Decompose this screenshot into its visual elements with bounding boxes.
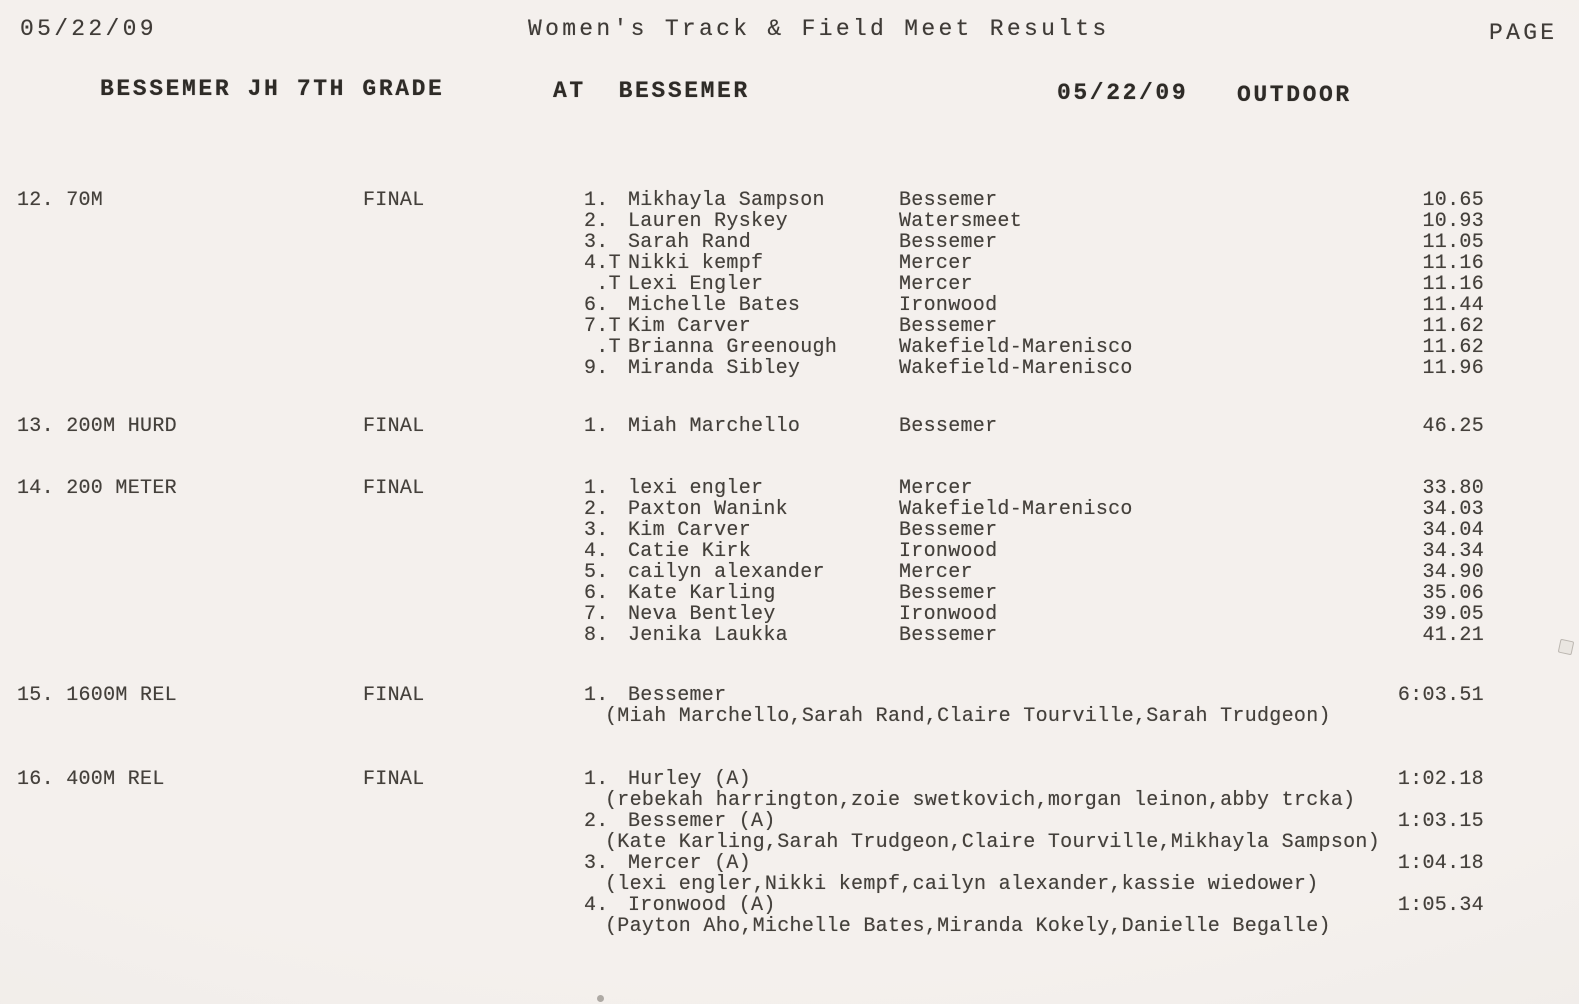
time-mark: 11.62 [1422, 315, 1484, 338]
event-status: FINAL [363, 684, 425, 707]
result-row [0, 540, 1579, 561]
time-mark: 11.16 [1422, 252, 1484, 275]
team-name: Mercer [899, 477, 973, 500]
time-mark: 1:04.18 [1397, 852, 1484, 875]
time-mark: 41.21 [1422, 624, 1484, 647]
time-mark: 10.93 [1422, 210, 1484, 233]
place: 4.T [584, 252, 621, 275]
team-name: Watersmeet [899, 210, 1023, 233]
relay-roster: (Payton Aho,Michelle Bates,Miranda Kokely,Danielle Begalle) [605, 915, 1331, 938]
page-title: Women's Track & Field Meet Results [528, 16, 1110, 42]
event-status: FINAL [363, 189, 425, 212]
team-name: Mercer [899, 273, 973, 296]
scan-artifact-mark [1558, 639, 1575, 656]
roster-row [0, 789, 1579, 810]
result-row [0, 498, 1579, 519]
athlete-name: Lauren Ryskey [628, 210, 788, 233]
relay-roster: (Kate Karling,Sarah Trudgeon,Claire Tourville,Mikhayla Sampson) [605, 831, 1381, 854]
result-row [0, 210, 1579, 231]
place: 5. [584, 561, 609, 584]
time-mark: 1:05.34 [1397, 894, 1484, 917]
meet-season: OUTDOOR [1237, 82, 1352, 108]
result-row [0, 252, 1579, 273]
place: 1. [584, 768, 609, 791]
athlete-name: Neva Bentley [628, 603, 776, 626]
relay-roster: (Miah Marchello,Sarah Rand,Claire Tourville,Sarah Trudgeon) [605, 705, 1331, 728]
athlete-name: Michelle Bates [628, 294, 801, 317]
event-200-meter [0, 477, 1579, 645]
place: 4. [584, 540, 609, 563]
place: 1. [584, 415, 609, 438]
relay-team: Bessemer (A) [628, 810, 776, 833]
time-mark: 11.62 [1422, 336, 1484, 359]
team-name: Wakefield-Marenisco [899, 357, 1133, 380]
event-label: 13. 200M HURD [17, 415, 177, 438]
place: 2. [584, 210, 609, 233]
roster-row [0, 873, 1579, 894]
team-name: Ironwood [899, 603, 998, 626]
team-name: Wakefield-Marenisco [899, 498, 1133, 521]
athlete-name: Jenika Laukka [628, 624, 788, 647]
scan-artifact-dot [597, 995, 604, 1002]
meet-location: AT BESSEMER [553, 78, 750, 104]
event-status: FINAL [363, 768, 425, 791]
team-name: Bessemer [899, 519, 998, 542]
team-name: Mercer [899, 561, 973, 584]
athlete-name: cailyn alexander [628, 561, 825, 584]
time-mark: 34.34 [1422, 540, 1484, 563]
result-row [0, 684, 1579, 705]
event-70m [0, 189, 1579, 378]
time-mark: 33.80 [1422, 477, 1484, 500]
time-mark: 10.65 [1422, 189, 1484, 212]
time-mark: 1:02.18 [1397, 768, 1484, 791]
place: 8. [584, 624, 609, 647]
event-200m-hurdles [0, 415, 1579, 436]
team-name: Bessemer [899, 315, 998, 338]
page-label: PAGE [1489, 20, 1558, 46]
time-mark: 35.06 [1422, 582, 1484, 605]
place: .T [584, 273, 621, 296]
place: 3. [584, 231, 609, 254]
event-1600m-relay [0, 684, 1579, 726]
athlete-name: Miranda Sibley [628, 357, 801, 380]
team-name: Bessemer [899, 189, 998, 212]
result-row [0, 273, 1579, 294]
place: 9. [584, 357, 609, 380]
roster-row [0, 831, 1579, 852]
place: 2. [584, 810, 609, 833]
result-row [0, 231, 1579, 252]
result-row [0, 336, 1579, 357]
event-status: FINAL [363, 415, 425, 438]
athlete-name: Sarah Rand [628, 231, 752, 254]
place: 3. [584, 852, 609, 875]
report-date: 05/22/09 [20, 16, 157, 42]
relay-roster: (lexi engler,Nikki kempf,cailyn alexander,kassie wiedower) [605, 873, 1319, 896]
team-name: Ironwood [899, 294, 998, 317]
time-mark: 6:03.51 [1397, 684, 1484, 707]
team-name: Mercer [899, 252, 973, 275]
place: 1. [584, 684, 609, 707]
result-row [0, 477, 1579, 498]
athlete-name: Paxton Wanink [628, 498, 788, 521]
place: 7. [584, 603, 609, 626]
athlete-name: Mikhayla Sampson [628, 189, 825, 212]
time-mark: 1:03.15 [1397, 810, 1484, 833]
roster-row [0, 705, 1579, 726]
result-row [0, 357, 1579, 378]
place: 2. [584, 498, 609, 521]
place: 7.T [584, 315, 621, 338]
result-row [0, 603, 1579, 624]
athlete-name: lexi engler [628, 477, 764, 500]
result-row [0, 810, 1579, 831]
athlete-name: Kim Carver [628, 519, 752, 542]
event-label: 14. 200 METER [17, 477, 177, 500]
result-row [0, 294, 1579, 315]
event-label: 12. 70M [17, 189, 104, 212]
meet-host: BESSEMER JH 7TH GRADE [100, 76, 445, 102]
time-mark: 11.96 [1422, 357, 1484, 380]
athlete-name: Brianna Greenough [628, 336, 838, 359]
time-mark: 34.03 [1422, 498, 1484, 521]
team-name: Bessemer [899, 582, 998, 605]
relay-roster: (rebekah harrington,zoie swetkovich,morgan leinon,abby trcka) [605, 789, 1356, 812]
result-row [0, 624, 1579, 645]
result-row [0, 768, 1579, 789]
team-name: Bessemer [899, 415, 998, 438]
athlete-name: Nikki kempf [628, 252, 764, 275]
time-mark: 34.90 [1422, 561, 1484, 584]
event-status: FINAL [363, 477, 425, 500]
place: 6. [584, 582, 609, 605]
meet-date: 05/22/09 [1057, 80, 1189, 106]
place: 4. [584, 894, 609, 917]
place: 3. [584, 519, 609, 542]
time-mark: 46.25 [1422, 415, 1484, 438]
athlete-name: Miah Marchello [628, 415, 801, 438]
relay-team: Hurley (A) [628, 768, 752, 791]
result-row [0, 315, 1579, 336]
place: 1. [584, 189, 609, 212]
result-row [0, 582, 1579, 603]
athlete-name: Kim Carver [628, 315, 752, 338]
roster-row [0, 915, 1579, 936]
athlete-name: Kate Karling [628, 582, 776, 605]
relay-team: Mercer (A) [628, 852, 752, 875]
result-row [0, 519, 1579, 540]
result-row [0, 894, 1579, 915]
time-mark: 11.44 [1422, 294, 1484, 317]
event-400m-relay [0, 768, 1579, 936]
team-name: Bessemer [899, 231, 998, 254]
team-name: Ironwood [899, 540, 998, 563]
result-row [0, 189, 1579, 210]
time-mark: 11.05 [1422, 231, 1484, 254]
team-name: Wakefield-Marenisco [899, 336, 1133, 359]
relay-team: Bessemer [628, 684, 727, 707]
result-row [0, 415, 1579, 436]
time-mark: 39.05 [1422, 603, 1484, 626]
result-row [0, 561, 1579, 582]
event-label: 16. 400M REL [17, 768, 165, 791]
athlete-name: Lexi Engler [628, 273, 764, 296]
time-mark: 34.04 [1422, 519, 1484, 542]
team-name: Bessemer [899, 624, 998, 647]
place: 1. [584, 477, 609, 500]
relay-team: Ironwood (A) [628, 894, 776, 917]
result-row [0, 852, 1579, 873]
athlete-name: Catie Kirk [628, 540, 752, 563]
time-mark: 11.16 [1422, 273, 1484, 296]
place: .T [584, 336, 621, 359]
place: 6. [584, 294, 609, 317]
event-label: 15. 1600M REL [17, 684, 177, 707]
